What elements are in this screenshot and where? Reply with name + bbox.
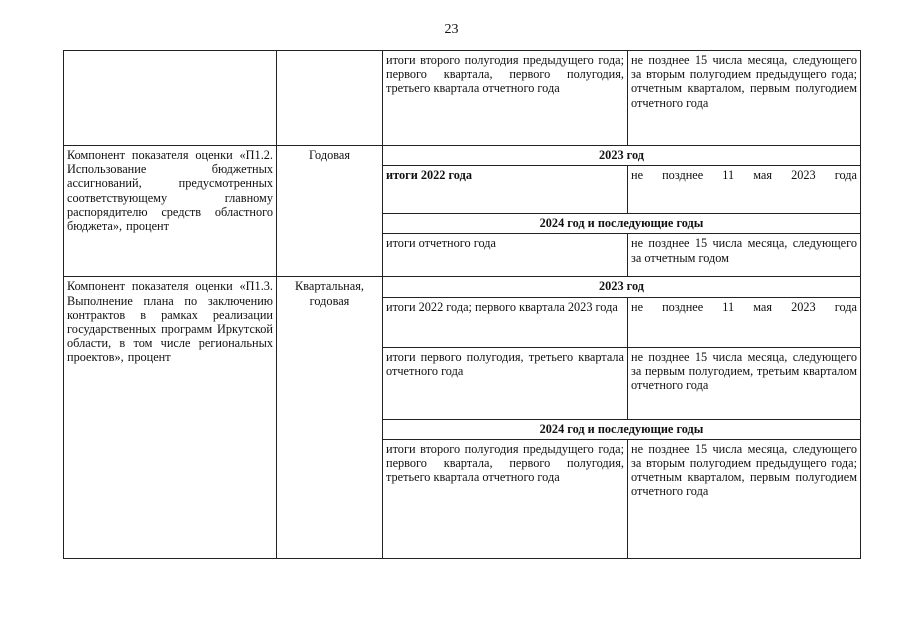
indicator-cell: Компонент показателя оценки «П1.3. Выполнение плана по заключению контрактов в рамках реализации государственных программ Иркутской области, в том числе региональных проектов», процент [64, 277, 277, 558]
page-number: 23 [444, 22, 459, 37]
deadline-cell: не позднее 15 числа месяца, следующего за отчетным годом [628, 234, 861, 277]
results-cell: итоги первого полугодия, третьего квартала отчетного года [383, 347, 628, 419]
deadline-cell: не позднее 15 числа месяца, следующего за вторым полугодием предыдущего года; отчетным кварталом, первым полугодием отчетного года [628, 51, 861, 146]
results-cell: итоги 2022 года; первого квартала 2023 года [383, 297, 628, 347]
table-row [64, 277, 861, 297]
results-cell: итоги 2022 года [383, 166, 628, 214]
deadline-cell: не позднее 15 числа месяца, следующего за вторым полугодием предыдущего года; отчетным кварталом, первым полугодием отчетного года [628, 439, 861, 558]
year-heading: 2023 год [383, 277, 861, 297]
indicators-table [63, 50, 861, 559]
table-row [64, 51, 861, 146]
year-heading: 2024 год и последующие годы [383, 214, 861, 234]
deadline-cell: не позднее 11 мая 2023 года [628, 166, 861, 214]
results-cell: итоги второго полугодия предыдущего года; первого квартала, первого полугодия, третьего квартала отчетного года [383, 51, 628, 146]
deadline-cell: не позднее 15 числа месяца, следующего за первым полугодием, третьим кварталом отчетного года [628, 347, 861, 419]
periodicity-cell: Квартальная, годовая [277, 277, 383, 558]
deadline-cell: не позднее 11 мая 2023 года [628, 297, 861, 347]
year-heading: 2023 год [383, 146, 861, 166]
periodicity-cell: Годовая [277, 146, 383, 277]
indicator-cell: Компонент показателя оценки «П1.2. Использование бюджетных ассигнований, предусмотренных соответствующему главному распорядителю средств областного бюджета», процент [64, 146, 277, 277]
indicator-cell [64, 51, 277, 146]
results-cell: итоги отчетного года [383, 234, 628, 277]
year-heading: 2024 год и последующие годы [383, 419, 861, 439]
periodicity-cell [277, 51, 383, 146]
results-cell: итоги второго полугодия предыдущего года; первого квартала, первого полугодия, третьего квартала отчетного года [383, 439, 628, 558]
table-row [64, 146, 861, 166]
